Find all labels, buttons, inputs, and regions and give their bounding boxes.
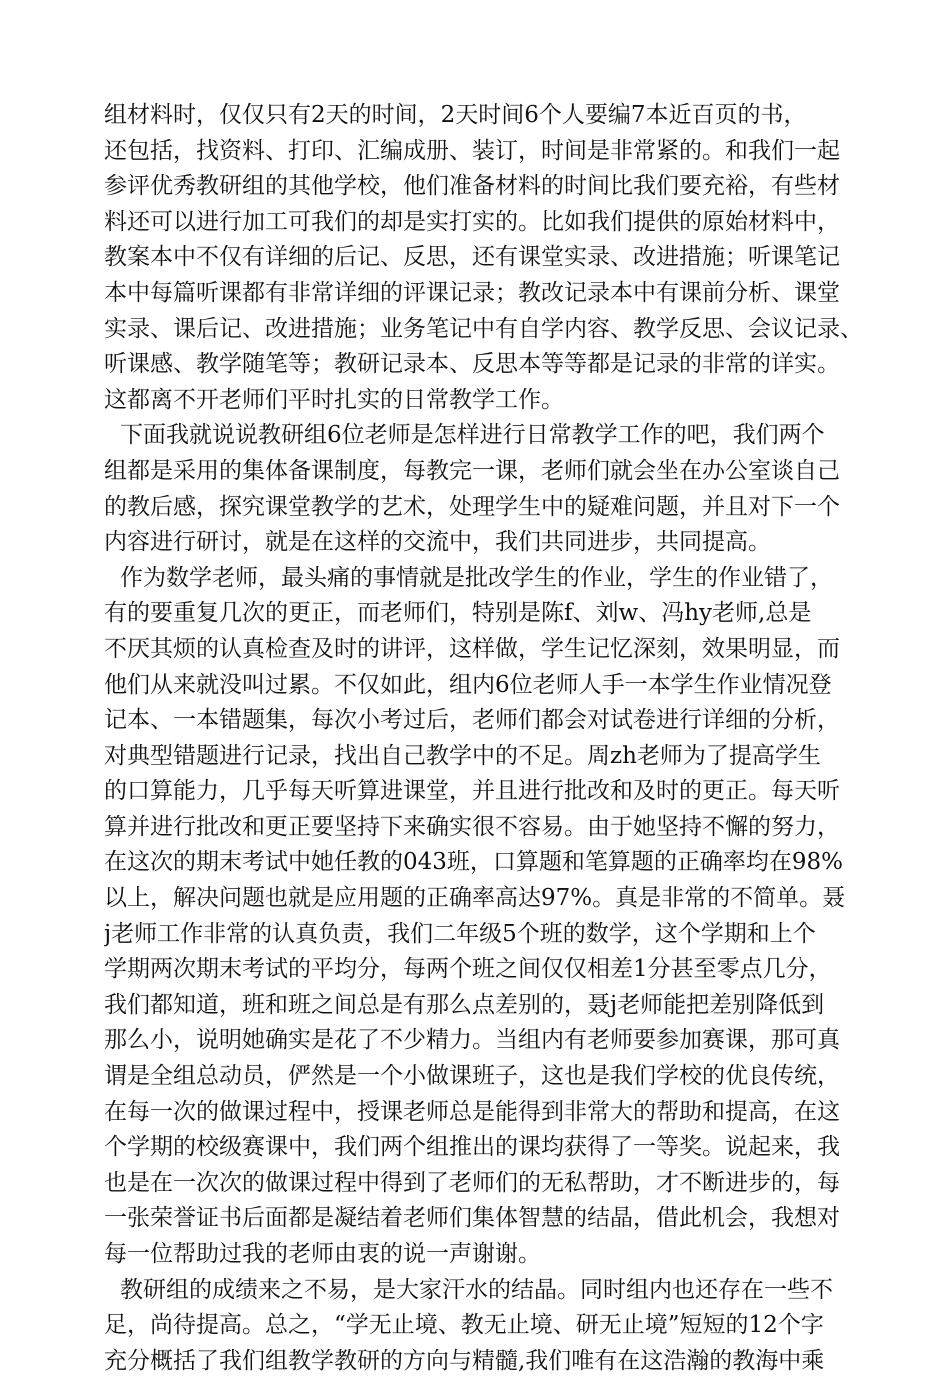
text-line: 也是在一次次的做课过程中得到了老师们的无私帮助，才不断进步的，每 bbox=[104, 1169, 840, 1196]
text-line: 听课感、教学随笔等；教研记录本、反思本等等都是记录的非常的详实。 bbox=[104, 351, 840, 378]
text-line: 学期两次期末考试的平均分，每两个班之间仅仅相差1分甚至零点几分， bbox=[104, 956, 832, 983]
text-line: 本中每篇听课都有非常详细的评课记录；教改记录本中有课前分析、课堂 bbox=[104, 279, 840, 306]
text-line: 料还可以进行加工可我们的却是实打实的。比如我们提供的原始材料中， bbox=[104, 208, 840, 235]
paragraph-start-line: 作为数学老师，最头痛的事情就是批改学生的作业，学生的作业错了， bbox=[120, 564, 833, 591]
text-line: 还包括，找资料、打印、汇编成册、装订，时间是非常紧的。和我们一起 bbox=[104, 137, 840, 164]
text-line: 充分概括了我们组教学教研的方向与精髓,我们唯有在这浩瀚的教海中乘 bbox=[104, 1347, 825, 1374]
text-line: 足，尚待提高。总之，“学无止境、教无止境、研无止境”短短的12个字 bbox=[104, 1312, 824, 1339]
text-line: 的口算能力，几乎每天听算进课堂，并且进行批改和及时的更正。每天听 bbox=[104, 778, 840, 805]
text-line: 不厌其烦的认真检查及时的讲评，这样做，学生记忆深刻，效果明显，而 bbox=[104, 635, 840, 662]
body-text bbox=[104, 98, 864, 1379]
text-line: 个学期的校级赛课中，我们两个组推出的课均获得了一等奖。说起来，我 bbox=[104, 1134, 840, 1161]
text-line: 的教后感，探究课堂教学的艺术，处理学生中的疑难问题，并且对下一个 bbox=[104, 493, 840, 520]
text-line: 一张荣誉证书后面都是凝结着老师们集体智慧的结晶，借此机会，我想对 bbox=[104, 1205, 840, 1232]
text-line: 那么小，说明她确实是花了不少精力。当组内有老师要参加赛课，那可真 bbox=[104, 1027, 840, 1054]
text-line: 每一位帮助过我的老师由衷的说一声谢谢。 bbox=[104, 1241, 541, 1267]
text-line: 算并进行批改和更正要坚持下来确实很不容易。由于她坚持不懈的努力， bbox=[104, 813, 840, 840]
text-line: 教案本中不仅有详细的后记、反思，还有课堂实录、改进措施；听课笔记 bbox=[104, 244, 840, 271]
text-line: 他们从来就没叫过累。不仅如此，组内6位老师人手一本学生作业情况登 bbox=[104, 671, 832, 698]
text-line: j老师工作非常的认真负责，我们二年级5个班的数学，这个学期和上个 bbox=[104, 920, 816, 947]
text-line: 实录、课后记、改进措施；业务笔记中有自学内容、教学反思、会议记录、 bbox=[104, 315, 863, 342]
text-line: 谓是全组总动员，俨然是一个小做课班子，这也是我们学校的优良传统， bbox=[104, 1063, 840, 1090]
text-line: 有的要重复几次的更正，而老师们，特别是陈f、刘w、冯hy老师,总是 bbox=[104, 600, 812, 627]
text-line: 在每一次的做课过程中，授课老师总是能得到非常大的帮助和提高，在这 bbox=[104, 1098, 840, 1125]
paragraph-start-line: 下面我就说说教研组6位老师是怎样进行日常教学工作的吧，我们两个 bbox=[120, 422, 825, 449]
text-line: 这都离不开老师们平时扎实的日常教学工作。 bbox=[104, 386, 564, 413]
paragraph-start-line: 教研组的成绩来之不易，是大家汗水的结晶。同时组内也还存在一些不 bbox=[120, 1276, 833, 1303]
text-line: 组材料时，仅仅只有2天的时间，2天时间6个人要编7本近百页的书， bbox=[104, 102, 807, 128]
text-line: 对典型错题进行记录，找出自己教学中的不足。周zh老师为了提高学生 bbox=[104, 742, 821, 769]
text-line: 参评优秀教研组的其他学校，他们准备材料的时间比我们要充裕，有些材 bbox=[104, 173, 840, 200]
text-line: 在这次的期末考试中她任教的043班，口算题和笔算题的正确率均在98% bbox=[104, 849, 844, 876]
text-line: 我们都知道，班和班之间总是有那么点差别的，聂j老师能把差别降低到 bbox=[104, 991, 825, 1018]
text-line: 以上，解决问题也就是应用题的正确率高达97%。真是非常的不简单。聂 bbox=[104, 885, 846, 912]
text-line: 内容进行研讨，就是在这样的交流中，我们共同进步，共同提高。 bbox=[104, 529, 771, 556]
text-line: 记本、一本错题集，每次小考过后，老师们都会对试卷进行详细的分析， bbox=[104, 707, 840, 734]
text-line: 组都是采用的集体备课制度，每教完一课，老师们就会坐在办公室谈自己 bbox=[104, 457, 840, 484]
